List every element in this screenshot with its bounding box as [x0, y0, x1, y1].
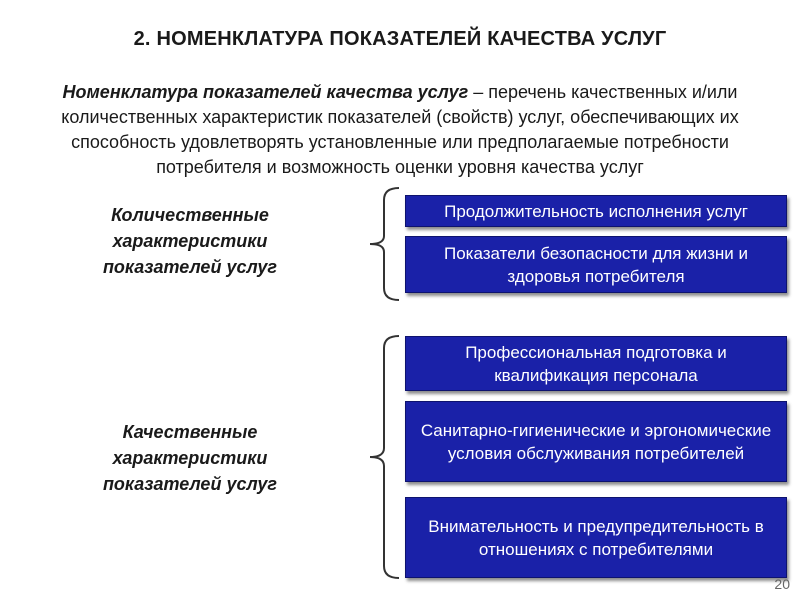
qualitative-brace-icon — [366, 334, 402, 580]
qualitative-item-staff-training: Профессиональная подготовка и квалификация персонала — [405, 336, 787, 391]
page-number: 20 — [774, 576, 790, 592]
definition-text: – перечень качественных и/или количественных характеристик показателей (свойств) услуг, обеспечивающих их способность удовлетворять установленные или предполагаемые потребности потребителя и возможность оценки уровня качества услуг — [61, 82, 739, 177]
quantitative-item-safety: Показатели безопасности для жизни и здоровья потребителя — [405, 236, 787, 293]
qualitative-group-label: Качественные характеристики показателей услуг — [102, 422, 278, 494]
quantitative-group-label: Количественные характеристики показателей услуг — [102, 205, 278, 277]
slide-title: 2. НОМЕНКЛАТУРА ПОКАЗАТЕЛЕЙ КАЧЕСТВА УСЛУГ — [133, 28, 667, 50]
definition-paragraph — [20, 80, 780, 180]
definition-term: Номенклатура показателей качества услуг — [62, 82, 469, 102]
quantitative-brace-icon — [366, 186, 402, 302]
quantitative-item-duration: Продолжительность исполнения услуг — [405, 195, 787, 227]
qualitative-item-sanitary-conditions: Санитарно-гигиенические и эргономические условия обслуживания потребителей — [405, 401, 787, 482]
qualitative-item-attentiveness: Внимательность и предупредительность в отношениях с потребителями — [405, 497, 787, 578]
